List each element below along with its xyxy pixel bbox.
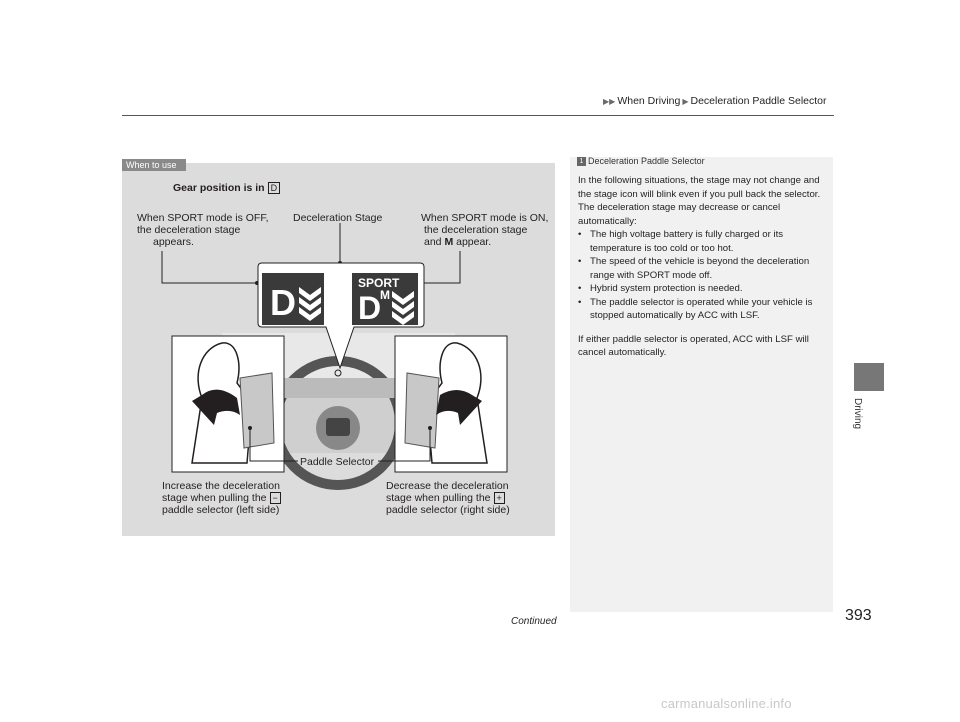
minus-key: − [270, 492, 281, 504]
display-right-superscript: M [380, 288, 390, 302]
page-number: 393 [845, 607, 872, 624]
left-caption: Increase the deceleration stage when pulling the − paddle selector (left side) [162, 480, 280, 516]
display-right [352, 273, 418, 326]
section-tab [854, 363, 884, 391]
display-right-letter: D [358, 290, 382, 326]
list-item: • Hybrid system protection is needed. [578, 282, 830, 296]
breadcrumb-arrow-icon: ▶▶ [603, 97, 616, 106]
right-paddle-inset [395, 336, 507, 472]
list-item: • The paddle selector is operated while your vehicle is stopped automatically by ACC with LSF. [578, 296, 830, 323]
breadcrumb-arrow-icon: ▶ [682, 97, 689, 106]
header-rule [122, 115, 834, 116]
left-paddle-inset [172, 336, 284, 472]
note-number-icon: 1 [577, 157, 586, 166]
paddle-selector-label: Paddle Selector [300, 456, 375, 468]
when-to-use-tag: When to use [122, 159, 186, 171]
breadcrumb-item: When Driving [617, 95, 681, 107]
deceleration-stage-label: Deceleration Stage [293, 212, 383, 224]
list-item: • The speed of the vehicle is beyond the deceleration range with SPORT mode off. [578, 255, 830, 282]
display-left-letter: D [270, 282, 296, 323]
note-outro: If either paddle selector is operated, ACC with LSF will cancel automatically. [578, 333, 809, 358]
continued-label: Continued [511, 616, 557, 627]
note-intro: In the following situations, the stage may not change and the stage icon will blink even if you pull back the selector. The deceleration stage may decrease or cancel automatically: [578, 175, 821, 227]
watermark: carmanualsonline.info [661, 696, 792, 711]
gear-position-label: Gear position is in D [173, 182, 280, 194]
gear-key: D [268, 182, 281, 194]
section-tab-label: Driving [852, 398, 863, 430]
sport-off-label: When SPORT mode is OFF, the deceleration stage appears. [137, 212, 269, 248]
display-right-header: SPORT [358, 276, 400, 290]
note-bullets [578, 228, 830, 323]
display-left [262, 273, 324, 325]
sport-on-label: When SPORT mode is ON, the deceleration stage and M appear. [421, 212, 549, 248]
breadcrumb-item: Deceleration Paddle Selector [690, 95, 827, 107]
list-item: • The high voltage battery is fully charged or its temperature is too cold or too hot. [578, 228, 830, 255]
right-caption: Decrease the deceleration stage when pulling the + paddle selector (right side) [386, 480, 510, 516]
plus-key: + [494, 492, 505, 504]
note-heading: 1 Deceleration Paddle Selector [577, 156, 705, 166]
breadcrumb [601, 95, 827, 107]
note-body [578, 174, 830, 360]
